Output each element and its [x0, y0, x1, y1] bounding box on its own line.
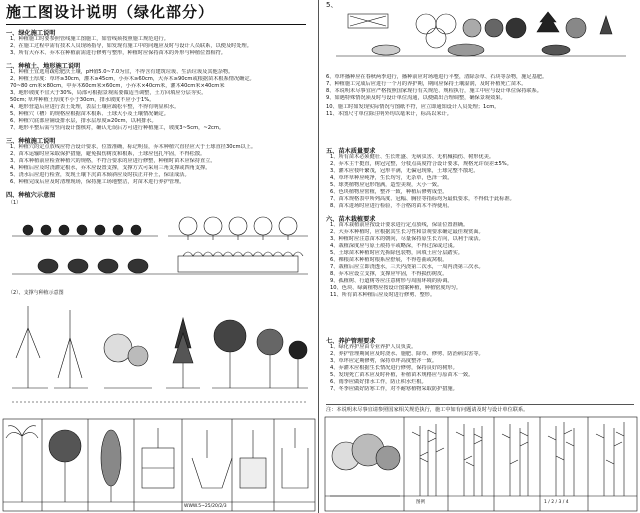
s6-line-1: 1、苗木栽植前应按设计要求进行定点放线，保证位置准确。	[330, 222, 469, 228]
s6-line-11: 11、所有苗木种植后应及时进行修剪、整形。	[330, 292, 436, 298]
s2-line-8: 6、种植穴底部应铺设排水层，排水层厚度≥20cm，以利排水。	[10, 118, 157, 124]
s5-line-3: 3、灌木应枝叶繁茂，冠形丰满，无偏冠现象，土球完整不散坨。	[330, 168, 479, 174]
s6-line-6: 6、裸根苗木种植时根系应舒展，不得卷曲或窝根。	[330, 257, 448, 263]
s5-line-4: 4、草坪草种应纯净，生长均匀，无杂草，色泽一致。	[330, 175, 453, 181]
s5-line-5: 5、球类植物应冠形饱满，造型美观，大小一致。	[330, 182, 443, 188]
s5-line-2: 2、乔木主干挺直，树冠完整，分枝点高度符合设计要求，规格允许误差±5%。	[330, 161, 512, 167]
s6-line-8: 8、乔木应设立支撑，支撑应牢固，不得损伤树皮。	[330, 271, 448, 277]
s3-line-3: 3、苗木种植前应检查种植穴的规格，不符合要求的应进行修整，种植时苗木应保持直立。	[10, 158, 216, 164]
bottom-tree-elevations	[2, 418, 316, 512]
s2-line-1: 1、种植土宜选用疏松肥沃土壤，pH值5.0~7.0为宜，不得含有建筑垃圾、生活垃圾及其他杂物。	[10, 69, 234, 75]
right-column	[320, 0, 640, 513]
section-6-heading: 六、苗木栽植要求	[326, 216, 376, 223]
s3-line-1: 1、种植穴的定点放线应符合设计要求，位置准确，标记明显，乔木种植穴直径应大于土球直径30cm以上。	[10, 144, 257, 150]
right-bottom-elevations	[324, 416, 638, 512]
s6-line-7: 7、栽植后应立即浇透水，三天内浇第二次水，一周内浇第三次水。	[330, 264, 484, 270]
s3-line-2: 2、苗木运输时应采取保护措施，避免损伤树皮和根系，土球应包扎牢固，不得松散。	[10, 151, 206, 157]
s1-line-2: 2、在施工过程中需有技术人员现场指导，如发现有施工中的问题应及时与设计人员联系，以便及时处理。	[10, 43, 252, 49]
s2-line-7: 5、种植穴（槽）的规格应根据苗木根系、土球大小及土壤情况确定。	[10, 111, 169, 117]
s6-line-5: 5、土球苗木种植时应先拆除包装物，回填土应分层踏实。	[330, 250, 463, 256]
section-3-heading: 三、种植施工说明	[6, 138, 56, 145]
s2-line-2: 2、种植土厚度：草坪≥30cm，灌木≥45cm，小乔木≥60cm，大乔木≥90cm或根据苗木根系情况确定。	[10, 76, 255, 82]
s2-line-4: 3、地形坡度不宜大于30%，局部可根据景观需要做适当调整，土方回填应分层夯实。	[10, 90, 207, 96]
s7-line-6: 6、雨季应做好排水工作，防止积水烂根。	[330, 379, 427, 385]
right-top-figure	[326, 8, 636, 68]
s5-line-8: 8、苗木进场时应进行检验，不合格的苗木不得使用。	[330, 203, 453, 209]
s5-line-6: 6、色块植物应密植，整齐一致，种植后修剪成型。	[330, 189, 448, 195]
s7-line-1: 1、绿化养护应由专业养护人员负责。	[330, 344, 417, 350]
intro-line-6: 11、本图尺寸单位除注明外均以毫米计，标高以米计。	[326, 111, 452, 117]
bottom-dimension-label: WWW.5~25/20/2/3	[184, 504, 227, 509]
left-column	[0, 0, 319, 513]
s2-line-5: 50cm; 草坪种植土厚度不小于30cm，排水坡度不应小于1%。	[10, 97, 155, 103]
s6-line-9: 9、孤植树、行道树等应注意树形与周围环境的协调。	[330, 278, 453, 284]
figure-2-label: （2）、支撑与种植示意图	[8, 290, 64, 296]
figure-1-planting-rows	[8, 206, 312, 286]
section-7-heading: 七、养护管理要求	[326, 338, 376, 345]
figure-2-support-diagrams	[8, 298, 312, 414]
s6-line-10: 10、色块、绿篱植物应按设计图案种植，种植密度均匀。	[330, 285, 462, 291]
s1-line-1: 1、种植施工时要参照管线施工图施工，如管线须按照施工规范进行。	[10, 36, 169, 42]
legend-label: 图例	[416, 500, 425, 505]
right-section-number: 5、	[326, 1, 338, 9]
s6-line-3: 3、种植时应注意苗木的朝向，尽量保持原生长方向，以利于成活。	[330, 236, 484, 242]
s7-line-2: 2、养护管理期间应及时浇水、施肥、除草、修剪、防治病虫害等。	[330, 351, 484, 357]
section-2-heading: 二、种植土、地形施工说明	[6, 63, 81, 70]
footer-note: 注：本说明未尽事宜请参照国家相关规范执行，施工中如有问题请及时与设计单位联系。	[326, 404, 634, 413]
s3-line-4: 4、种植后应及时浇灌定根水，乔木应设置支撑，支撑方式可采用三角支撑或四角支撑。	[10, 165, 211, 171]
figure-1-label: （1）	[8, 200, 22, 206]
section-5-heading: 五、苗木质量要求	[326, 148, 376, 155]
s6-line-2: 2、大乔木种植时，应根据其生长习性和景观要求确定最佳观赏面。	[330, 229, 484, 235]
s2-line-3: 70~80 cm米×80cm，中乔木60cm米×60cm，小乔木×40cm米，灌木40cm米×40cm米	[10, 83, 225, 89]
intro-line-1: 6、草坪播种应在春秋两季进行，播种前应对场地进行平整，清除杂草、石块等杂物，施足基肥。	[326, 74, 548, 80]
s7-line-5: 5、发现死亡苗木应及时补植，补植苗木规格应与原苗木一致。	[330, 372, 474, 378]
s7-line-4: 4、乔灌木应根据生长情况进行修剪，保持良好的树形。	[330, 365, 458, 371]
intro-line-2: 7、种植施工完成后应进行一个月的养护期，期间应保持土壤湿润，及时补植死亡苗木。	[326, 81, 527, 87]
page-title: 施工图设计说明（绿化部分）	[6, 3, 215, 21]
intro-line-4: 9、如遇特殊情况须及时与设计单位沟通，以便做出合理调整，确保景观效果。	[326, 95, 506, 101]
sheet-number-label: 1 / 2 / 3 / 4	[544, 500, 569, 505]
section-4-heading: 四、种植穴示意图	[6, 192, 56, 199]
intro-line-5: 10、施工时如发现实际情况与图纸不符，应立即通知设计人员处理；1cm。	[326, 104, 500, 110]
s5-line-1: 1、所有苗木必须健壮、生长旺盛、无病虫害、无机械损伤、树形优美。	[330, 154, 495, 160]
s5-line-7: 7、苗木规格表中所列高度、冠幅、胸径等指标均为最低要求，不得低于此标准。	[330, 196, 515, 202]
s3-line-5: 5、浇水后应进行检查，发现土壤下沉苗木倾斜应及时扶正并补土，保证成活。	[10, 172, 190, 178]
section-1-heading: 一、绿化施工说明	[6, 30, 56, 37]
s6-line-4: 4、栽植深度应与原土痕持平或略深，不得过深或过浅。	[330, 243, 458, 249]
s3-line-6: 6、种植完成后应及时清理现场，保持施工场地整洁，对苗木进行养护管理。	[10, 179, 185, 185]
intro-line-3: 8、本说明未尽事宜应严格按照国家现行有关规范、规程执行，施工中应与设计单位保持联系。	[326, 88, 542, 94]
s7-line-3: 3、草坪应定期修剪，保持草坪高度整齐一致。	[330, 358, 438, 364]
s1-line-3: 3、所有大乔木、乔木在种植前需进行修剪与整形，种植时应保持苗木的外形与种植位置相符。	[10, 50, 226, 56]
s2-line-6: 4、地形营造后应进行表土处理，表层土壤应疏松平整，不得有明显积水。	[10, 104, 180, 110]
title-block	[6, 2, 306, 25]
s2-line-9: 7、地形平整后需与竖向设计图核对，确认无误后方可进行种植施工，坡度3~5cm，~2cm。	[10, 125, 225, 131]
s7-line-7: 7、冬季应做好防寒工作，对不耐寒植物采取防护措施。	[330, 386, 458, 392]
